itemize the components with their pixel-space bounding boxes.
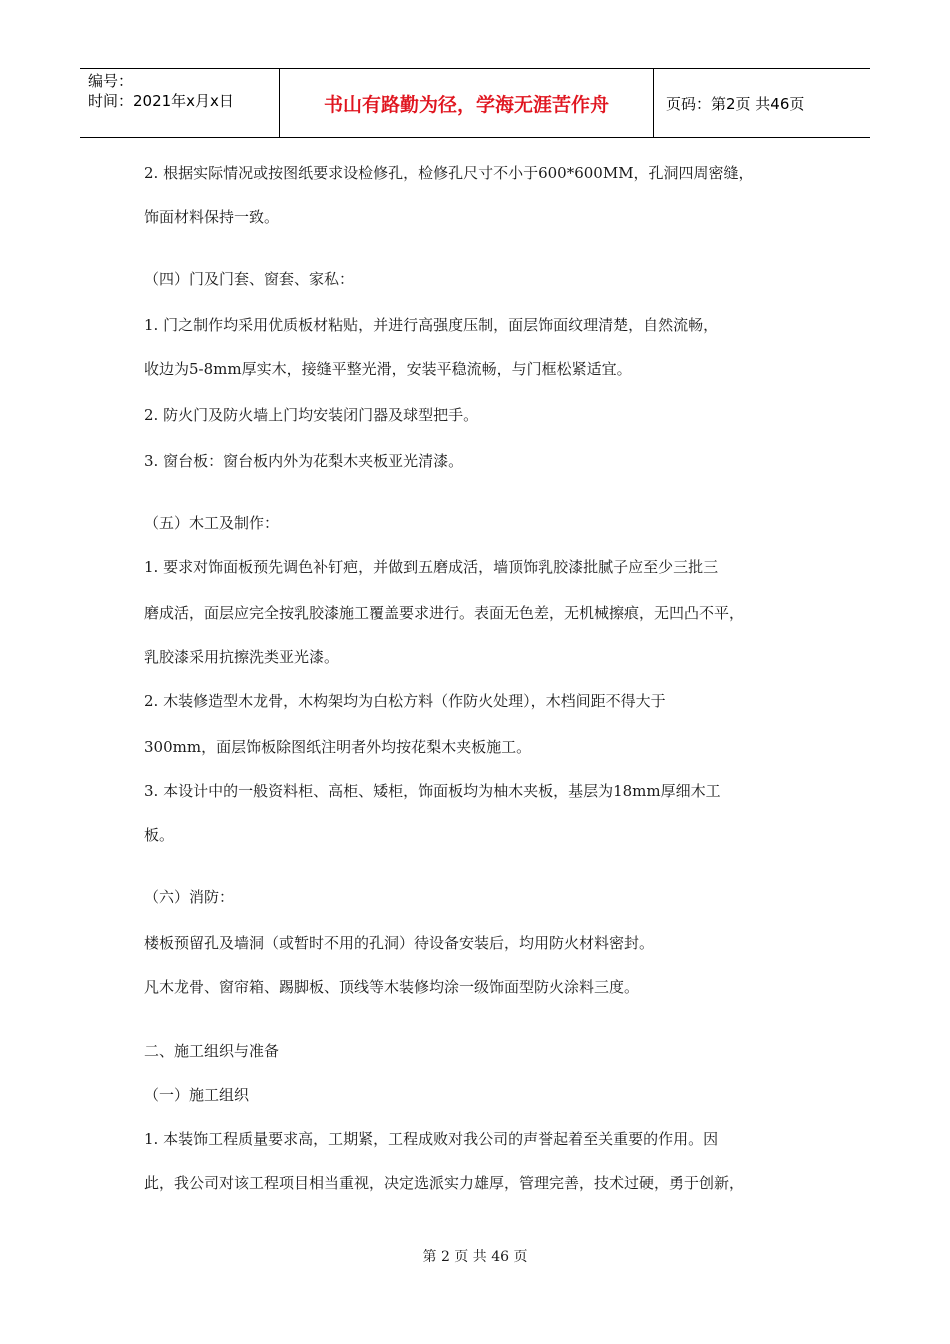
body-line: 1. 本装饰工程质量要求高，工期紧，工程成败对我公司的声誉起着至关重要的作用。因: [144, 1130, 719, 1148]
section-heading: （四）门及门套、窗套、家私：: [144, 270, 355, 288]
body-line: 2. 木装修造型木龙骨，木构架均为白松方料（作防火处理），木档间距不得大于: [144, 692, 666, 710]
section-heading: （五）木工及制作：: [144, 514, 280, 532]
document-number-label: 编号：: [88, 72, 134, 90]
body-line: 1. 门之制作均采用优质板材粘贴，并进行高强度压制，面层饰面纹理清楚，自然流畅，: [144, 316, 719, 334]
chapter-heading: 二、施工组织与准备: [144, 1042, 280, 1060]
body-line: 2. 防火门及防火墙上门均安装闭门器及球型把手。: [144, 406, 479, 424]
header-meta: [80, 69, 280, 137]
body-line: 凡木龙骨、窗帘箱、踢脚板、顶线等木装修均涂一级饰面型防火涂料三度。: [144, 978, 640, 996]
document-time-label: 时间：2021年x月x日: [88, 92, 234, 110]
body-line: 2. 根据实际情况或按图纸要求设检修孔，检修孔尺寸不小于600*600MM，孔洞四周密缝，: [144, 164, 754, 182]
page-header: [80, 68, 870, 138]
header-page-info: 页码：第2页 共46页: [666, 94, 805, 113]
body-line: 楼板预留孔及墙洞（或暂时不用的孔洞）待设备安装后，均用防火材料密封。: [144, 934, 655, 952]
body-line: 3. 窗台板：窗台板内外为花梨木夹板亚光清漆。: [144, 452, 464, 470]
body-line: 收边为5-8mm厚实木，接缝平整光滑，安装平稳流畅，与门框松紧适宜。: [144, 360, 632, 378]
page-footer: 第 2 页 共 46 页: [422, 1249, 528, 1265]
body-line: 饰面材料保持一致。: [144, 208, 280, 226]
body-line: 300mm，面层饰板除图纸注明者外均按花梨木夹板施工。: [144, 738, 532, 756]
body-line: 乳胶漆采用抗擦洗类亚光漆。: [144, 648, 340, 666]
section-heading: （一）施工组织: [144, 1086, 250, 1104]
body-line: 磨成活，面层应完全按乳胶漆施工覆盖要求进行。表面无色差，无机械擦痕，无凹凸不平，: [144, 604, 745, 622]
body-line: 此，我公司对该工程项目相当重视，决定选派实力雄厚，管理完善，技术过硬，勇于创新，: [144, 1174, 745, 1192]
body-line: 3. 本设计中的一般资料柜、高柜、矮柜，饰面板均为柚木夹板，基层为18mm厚细木工: [144, 782, 721, 800]
header-motto: 书山有路勤为径，学海无涯苦作舟: [280, 69, 654, 137]
section-heading: （六）消防：: [144, 888, 235, 906]
body-line: 板。: [144, 826, 175, 844]
body-line: 1. 要求对饰面板预先调色补钉疤，并做到五磨成活，墙顶饰乳胶漆批腻子应至少三批三: [144, 558, 719, 576]
